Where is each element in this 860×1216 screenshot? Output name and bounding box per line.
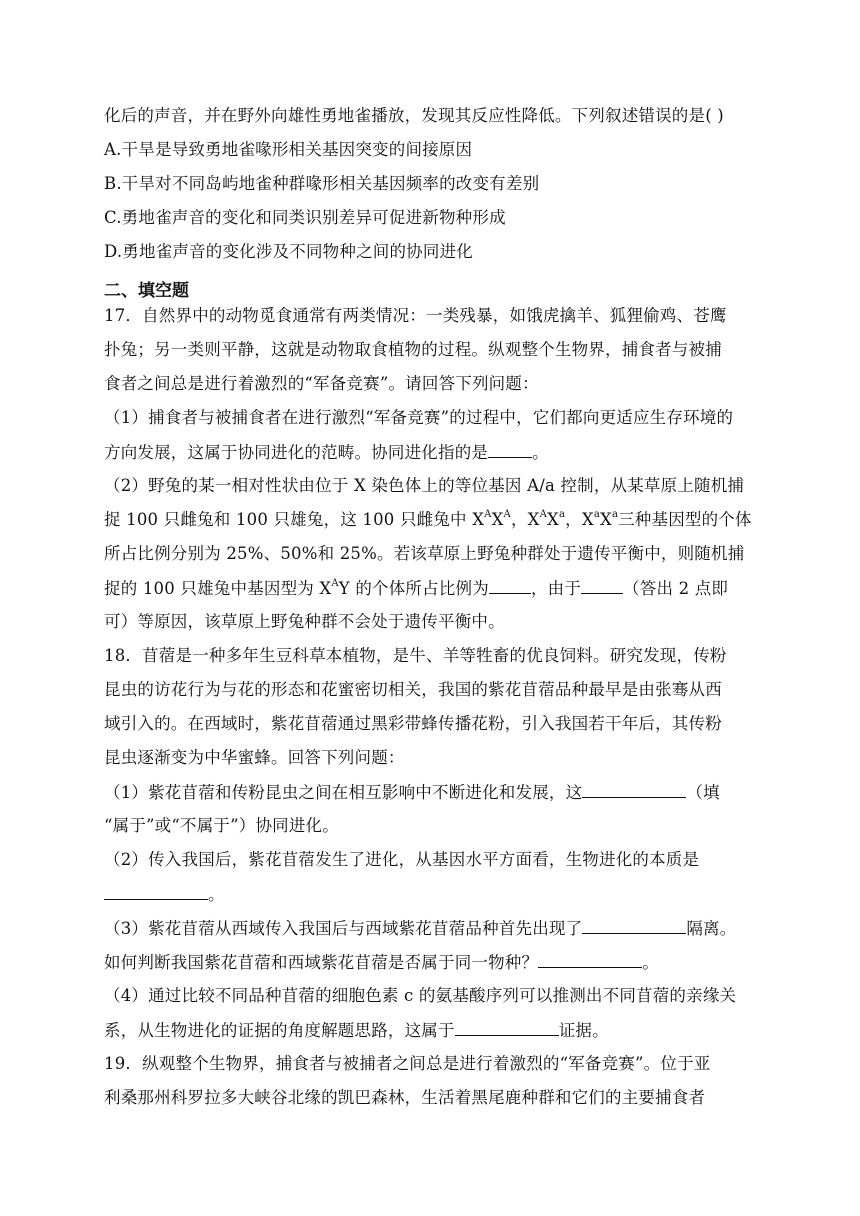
q17-part1-line-2: [104, 442, 764, 463]
superscript-a: a: [558, 508, 566, 520]
q18-part1-text: （1）紫花苜蓿和传粉昆虫之间在相互影响中不断进化和发展，这: [104, 783, 583, 802]
q18-line-2: 昆虫的访花行为与花的形态和花蜜密切相关，我国的紫花苜蓿品种最早是由张骞从西: [104, 680, 722, 699]
q17-part2-text-4: ，由于: [530, 579, 582, 598]
superscript-a: a: [593, 508, 600, 520]
q17-part2-text-2: 捉的 100 只雄兔中基因型为 X: [104, 579, 332, 598]
q17-part2-line-4: [104, 578, 764, 599]
q17-part1-text: 方向发展，这属于协同进化的范畴。协同进化指的是: [104, 443, 489, 462]
q18-part2-line-2: [104, 884, 764, 905]
q16-option-a: A.干旱是导致勇地雀喙形相关基因突变的间接原因: [104, 140, 473, 159]
q17-line-1: 17．自然界中的动物觅食通常有两类情况：一类残暴，如饿虎擒羊、狐狸偷鸡、苍鹰: [104, 306, 727, 325]
q18-part1-line-2: “属于”或“不属于”）协同进化。: [104, 816, 339, 835]
q17-part2-text-3: Y 的个体所占比例为: [338, 579, 489, 598]
superscript-A: A: [539, 508, 548, 520]
q19-line-2: 利桑那州科罗拉多大峡谷北缘的凯巴森林，生活着黑尾鹿种群和它们的主要捕食者: [104, 1088, 706, 1107]
answer-blank: [488, 442, 532, 458]
q18-line-4: 昆虫逐渐变为中华蜜蜂。回答下列问题：: [104, 748, 405, 767]
answer-blank: [104, 884, 208, 900]
genotype-X: X: [599, 510, 612, 529]
superscript-A: A: [331, 577, 339, 589]
answer-blank: [538, 952, 642, 968]
q18-part3-end: 隔离。: [686, 919, 737, 938]
separator: ，: [565, 510, 582, 529]
q18-part4-line-1: （4）通过比较不同品种苜蓿的细胞色素 c 的氨基酸序列可以推测出不同苜蓿的亲缘关: [104, 986, 737, 1005]
answer-blank: [582, 782, 686, 798]
q16-option-d: D.勇地雀声音的变化涉及不同物种之间的协同进化: [104, 242, 473, 261]
q17-part2-line-5: 可）等原因，该草原上野兔种群不会处于遗传平衡中。: [104, 612, 505, 631]
q17-part2-line-3: 所占比例分别为 25%、50%和 25%。若该草原上野兔种群处于遗传平衡中，则随机捕: [104, 544, 745, 563]
q18-part1-line-1: [104, 782, 764, 803]
q18-part3-text: （3）紫花苜蓿从西域传入我国后与西域紫花苜蓿品种首先出现了: [104, 919, 583, 938]
superscript-A: A: [503, 508, 511, 520]
genotype-X: X: [547, 510, 559, 529]
q17-line-2: 扑兔；另一类则平静，这就是动物取食植物的过程。纵观整个生物界，捕食者与被捕: [104, 340, 722, 359]
q16-stem-tail: 化后的声音，并在野外向雄性勇地雀播放，发现其反应性降低。下列叙述错误的是( ): [104, 106, 724, 125]
q17-part2-line-2: [104, 510, 764, 530]
q17-part1-line-1: （1）捕食者与被捕食者在进行激烈“军备竞赛”的过程中，它们都向更适应生存环境的: [104, 408, 734, 427]
separator: ，: [510, 510, 528, 529]
genotype-X: X: [527, 510, 540, 529]
q18-part1-end: （填: [686, 783, 720, 802]
answer-blank: [582, 918, 686, 934]
genotype-X: X: [491, 510, 504, 529]
q19-line-1: 19．纵观整个生物界，捕食者与被捕者之间总是进行着激烈的“军备竞赛”。位于亚: [104, 1054, 711, 1073]
q17-part1-end: 。: [532, 443, 549, 462]
genotype-X: X: [581, 510, 594, 529]
q17-part2-text-1: 捉 100 只雌兔和 100 只雄兔，这 100 只雌兔中 X: [104, 510, 485, 529]
answer-blank: [489, 578, 531, 594]
q17-part2-line-1: （2）野兔的某一相对性状由位于 X 染色体上的等位基因 A/a 控制，从某草原上随机捕: [104, 476, 745, 495]
section-title: 二、填空题: [104, 281, 189, 301]
q18-part3-question: 如何判断我国紫花苜蓿和西域紫花苜蓿是否属于同一物种？: [104, 953, 539, 972]
answer-blank: [581, 578, 623, 594]
superscript-a: a: [611, 508, 619, 520]
q18-part3-question-end: 。: [642, 953, 659, 972]
q18-part4-line-2: [104, 1020, 764, 1041]
q18-part2-end: 。: [208, 885, 225, 904]
q18-part2-line-1: （2）传入我国后，紫花苜蓿发生了进化，从基因水平方面看，生物进化的本质是: [104, 850, 700, 869]
q18-line-3: 域引入的。在西域时，紫花苜蓿通过黑彩带蜂传播花粉，引入我国若干年后，其传粉: [104, 714, 722, 733]
q17-part2-text-end: 三种基因型的个体: [618, 510, 752, 529]
q16-option-b: B.干旱对不同岛屿地雀种群喙形相关基因频率的改变有差别: [104, 174, 540, 193]
q18-line-1: 18．苜蓿是一种多年生豆科草本植物，是牛、羊等牲畜的优良饲料。研究发现，传粉: [104, 646, 727, 665]
q18-part4-end: 证据。: [558, 1021, 609, 1040]
superscript-A: A: [484, 508, 492, 520]
q18-part3-line-2: [104, 952, 764, 973]
q16-option-c: C.勇地雀声音的变化和同类识别差异可促进新物种形成: [104, 208, 506, 227]
q17-line-3: 食者之间总是进行着激烈的“军备竞赛”。请回答下列问题：: [104, 374, 539, 393]
q18-part4-text: 系，从生物进化的证据的角度解题思路，这属于: [104, 1021, 455, 1040]
q18-part3-line-1: [104, 918, 764, 939]
answer-blank: [455, 1020, 559, 1036]
q17-part2-text-5: （答出 2 点即: [623, 579, 729, 598]
